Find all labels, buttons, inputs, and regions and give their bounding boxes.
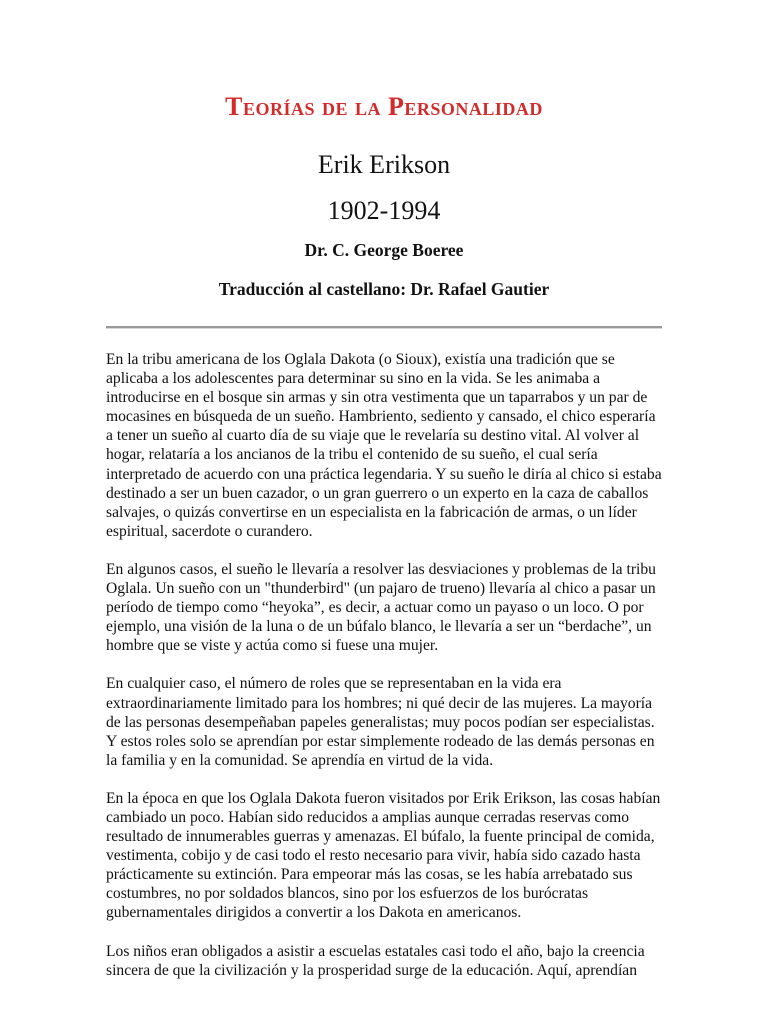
- paragraph: En la tribu americana de los Oglala Dakota (o Sioux), existía una tradición que se aplicaba a los adolescentes para determinar su sino en la vida. Se les animaba a introducirse en el bosque sin armas y sin otra vestimenta que un taparrabos y un par de mocasines en búsqueda de un sueño. Hambriento, sediento y cansado, el chico esperaría a tener un sueño al cuarto día de su viaje que le revelaría su destino vital. Al volver al hogar, relataría a los ancianos de la tribu el contenido de su sueño, el cual sería interpretado de acuerdo con una práctica legendaria. Y su sueño le diría al chico si estaba destinado a ser un buen cazador, o un gran guerrero o un experto en la caza de caballos salvajes, o quizás convertirse en un especialista en la fabricación de armas, o un líder espiritual, sacerdote o curandero.: [106, 351, 662, 540]
- paragraph: Los niños eran obligados a asistir a escuelas estatales casi todo el año, bajo la creencia sincera de que la civilización y la prosperidad surge de la educación. Aquí, aprendían: [106, 942, 645, 979]
- paragraph: En cualquier caso, el número de roles que se representaban en la vida era extraordinariamente limitado para los hombres; ni qué decir de las mujeres. La mayoría de las personas desempeñaban papeles generalistas; muy pocos podían ser especialistas. Y estos roles solo se aprendían por estar simplemente rodeado de las demás personas en la familia y en la comunidad. Se aprendía en virtud de la vida.: [106, 675, 655, 769]
- series-title: Teorías de la Personalidad: [225, 92, 543, 121]
- body-text: [106, 350, 662, 999]
- translation-credit: Traducción al castellano: Dr. Rafael Gautier: [218, 279, 550, 299]
- paragraph: En la época en que los Oglala Dakota fueron visitados por Erik Erikson, las cosas habían cambiado un poco. Habían sido reducidos a amplias aunque cerradas reservas como resultado de innumerables guerras y amenazas. El búfalo, la fuente principal de comida, vestimenta, cobijo y de casi todo el resto necesario para vivir, había sido cazado hasta prácticamente su extinción. Para empeorar más las cosas, se les había arrebatado sus costumbres, no por soldados blancos, sino por los esfuerzos de los burócratas gubernamentales dirigidos a convertir a los Dakota en americanos.: [106, 789, 661, 922]
- paragraph: En algunos casos, el sueño le llevaría a resolver las desviaciones y problemas de la tribu Oglala. Un sueño con un "thunderbird" (un pajaro de trueno) llevaría al chico a pasar un período de tiempo como “heyoka”, es decir, a actuar como un payaso o un loco. O por ejemplo, una visión de la luna o de un búfalo blanco, le llevaría a ser un “berdache”, un hombre que se viste y actúa como si fuese una mujer.: [106, 560, 656, 655]
- author-name: Erik Erikson: [317, 150, 451, 179]
- horizontal-divider: [106, 326, 662, 329]
- author-lifespan: 1902-1994: [327, 196, 441, 225]
- byline: Dr. C. George Boeree: [304, 240, 464, 260]
